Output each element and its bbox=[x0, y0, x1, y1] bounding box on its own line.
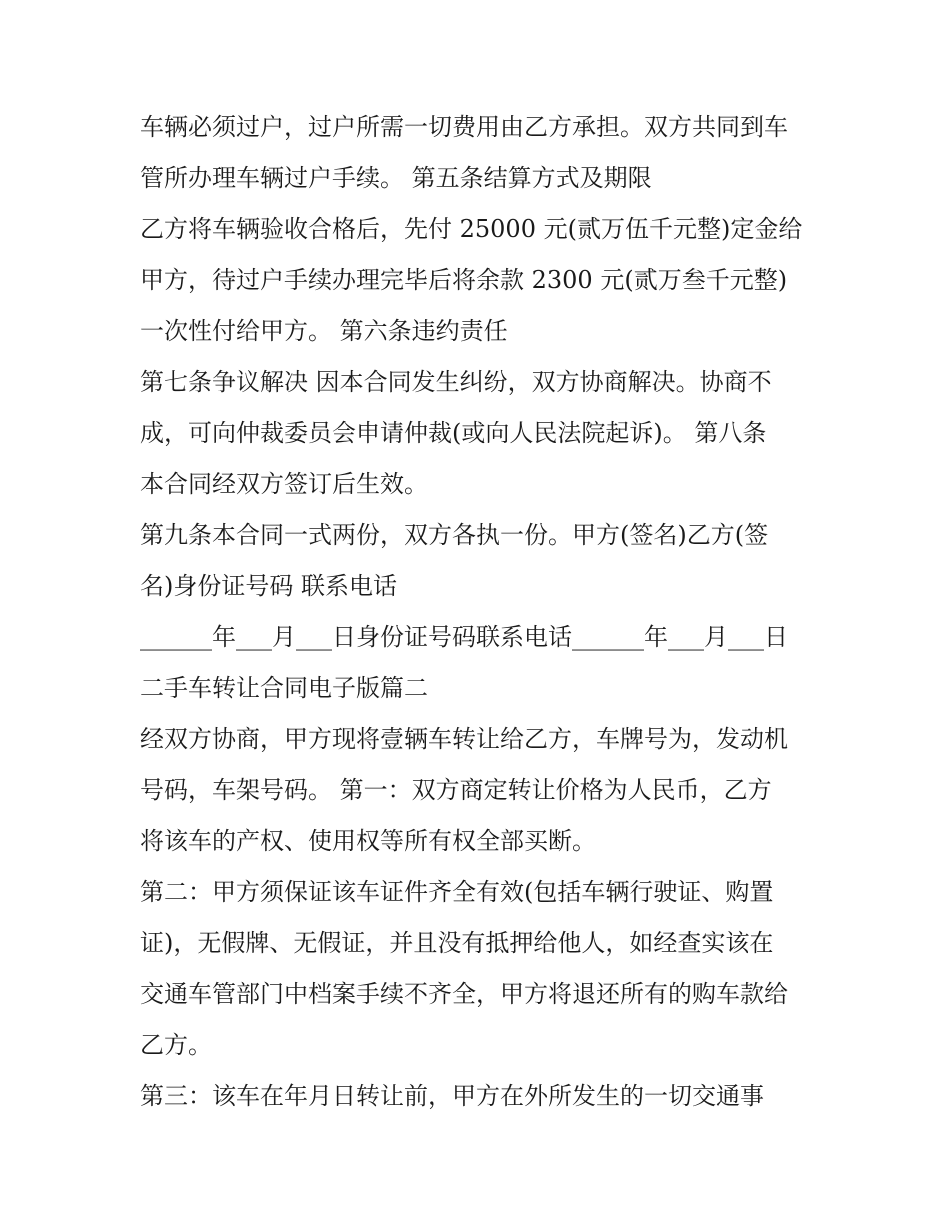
text-line: 第二：甲方须保证该车证件齐全有效(包括车辆行驶证、购置 bbox=[140, 878, 774, 906]
text-line: 乙方将车辆验收合格后，先付 25000 元(贰万伍千元整)定金给 bbox=[140, 215, 803, 243]
text-line: 成，可向仲裁委员会申请仲裁(或向人民法院起诉)。 第八条 bbox=[140, 419, 767, 447]
text-line: 第三：该车在年月日转让前，甲方在外所发生的一切交通事 bbox=[140, 1082, 764, 1110]
text-line: 证)，无假牌、无假证，并且没有抵押给他人，如经查实该在 bbox=[140, 929, 774, 957]
section-heading: 二手车转让合同电子版篇二 bbox=[140, 674, 428, 702]
text-line: 一次性付给甲方。 第六条违约责任 bbox=[140, 317, 508, 345]
text-line: 乙方。 bbox=[140, 1031, 212, 1059]
text-line: 车辆必须过户，过户所需一切费用由乙方承担。双方共同到车 bbox=[140, 113, 788, 141]
text-line: 经双方协商，甲方现将壹辆车转让给乙方，车牌号为，发动机 bbox=[140, 725, 788, 753]
document-body bbox=[140, 102, 820, 1122]
text-line: 第九条本合同一式两份，双方各执一份。甲方(签名)乙方(签 bbox=[140, 521, 769, 549]
text-line: 将该车的产权、使用权等所有权全部买断。 bbox=[140, 827, 596, 855]
text-line: 第七条争议解决 因本合同发生纠纷，双方协商解决。协商不 bbox=[140, 368, 772, 396]
signature-date-line: ______年___月___日身份证号码联系电话______年___月___日 bbox=[140, 623, 788, 651]
text-line: 本合同经双方签订后生效。 bbox=[140, 470, 428, 498]
text-line: 号码，车架号码。 第一：双方商定转让价格为人民币，乙方 bbox=[140, 776, 772, 804]
text-line: 管所办理车辆过户手续。 第五条结算方式及期限 bbox=[140, 164, 652, 192]
text-line: 交通车管部门中档案手续不齐全，甲方将退还所有的购车款给 bbox=[140, 980, 788, 1008]
text-line: 甲方，待过户手续办理完毕后将余款 2300 元(贰万叁千元整) bbox=[140, 266, 788, 294]
text-line: 名)身份证号码 联系电话 bbox=[140, 572, 397, 600]
